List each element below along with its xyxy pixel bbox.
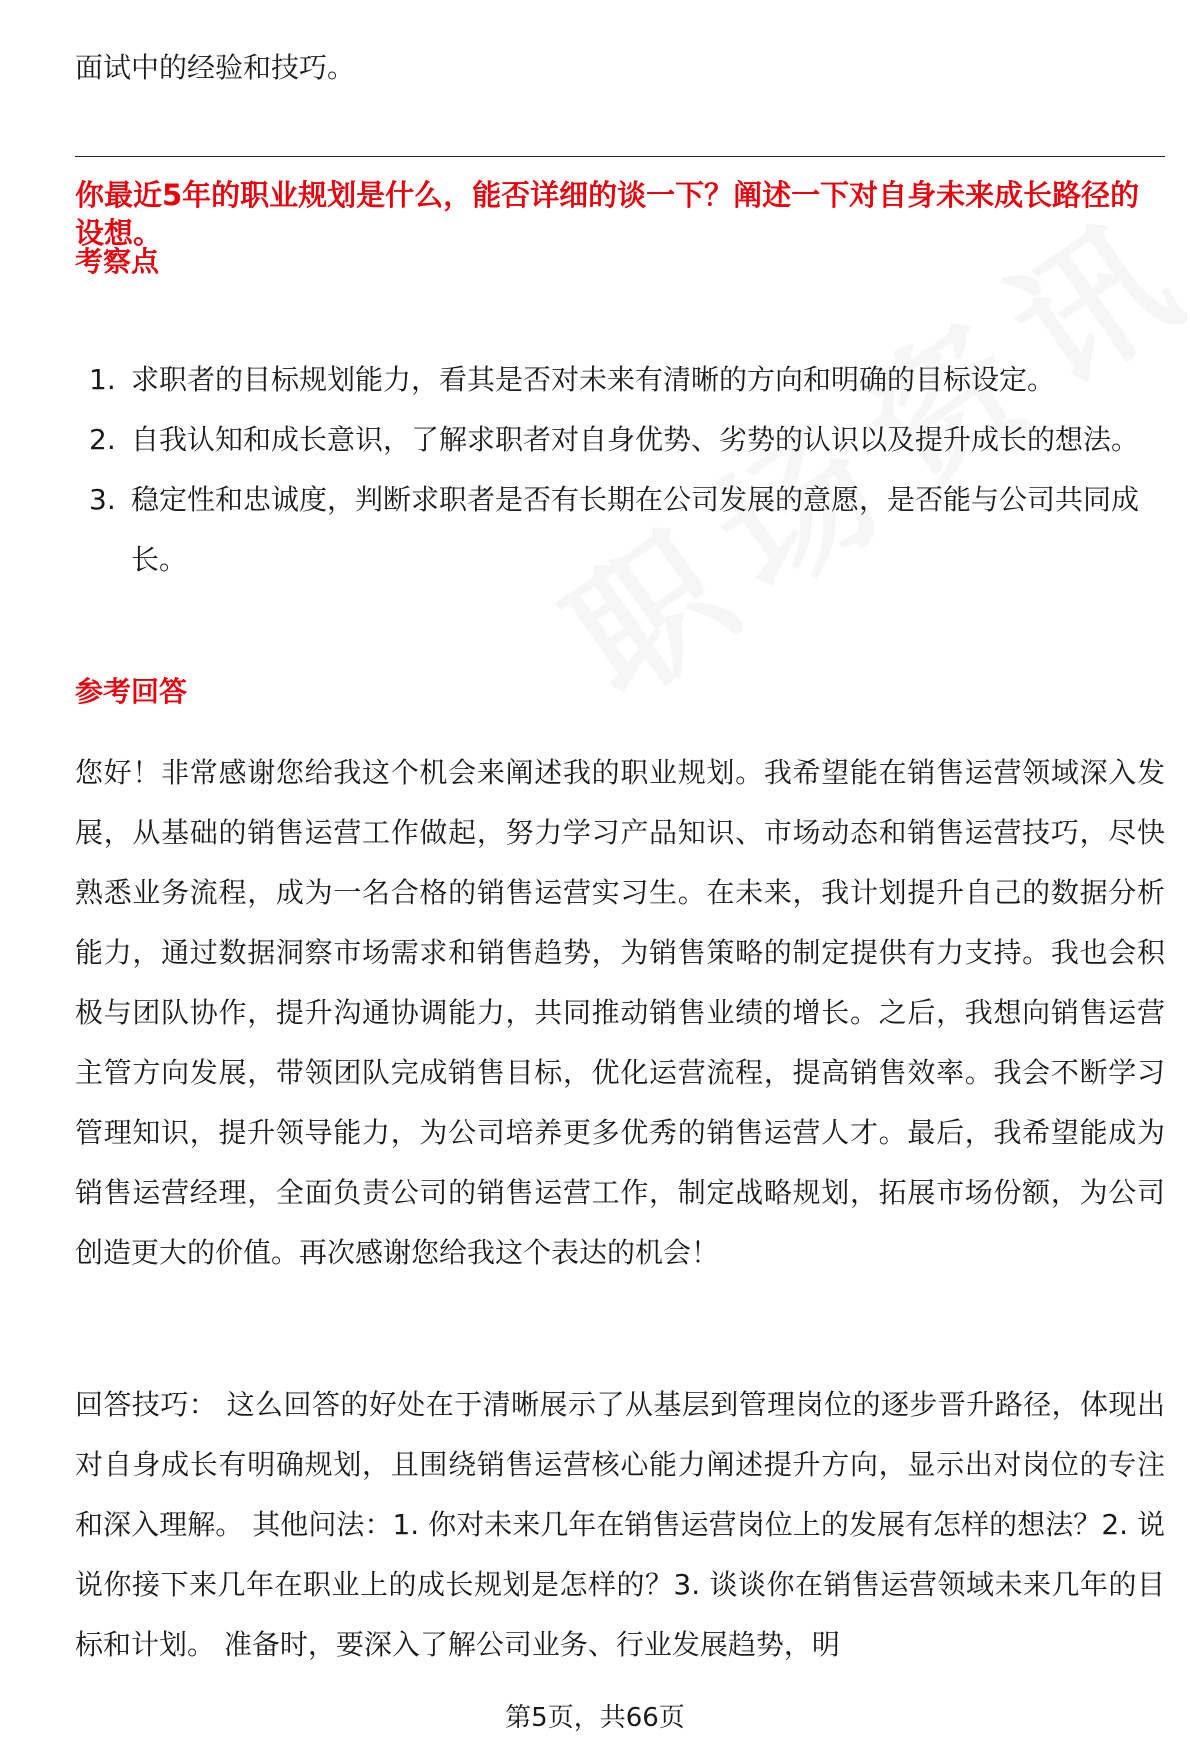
question-heading: 你最近5年的职业规划是什么，能否详细的谈一下？阐述一下对自身未来成长路径的设想。 [75,178,1140,250]
list-item-text: 自我认知和成长意识，了解求职者对自身优势、劣势的认识以及提升成长的想法。 [131,423,1140,456]
answer-paragraph: 您好！非常感谢您给我这个机会来阐述我的职业规划。我希望能在销售运营领域深入发展，从基础的销售运营工作做起，努力学习产品知识、市场动态和销售运营技巧，尽快熟悉业务流程，成为一名合格的销售运营实习生。在未来，我计划提升自己的数据分析能力，通过数据洞察市场需求和销售趋势，为销售策略的制定提供有力支持。我也会积极与团队协作，提升沟通协调能力，共同推动销售业绩的增长。之后，我想向销售运营主管方向发展，带领团队完成销售目标，优化运营流程，提高销售效率。我会不断学习管理知识，提升领导能力，为公司培养更多优秀的销售运营人才。最后，我希望能成为销售运营经理，全面负责公司的销售运营工作，制定战略规划，拓展市场份额，为公司创造更大的价值。再次感谢您给我这个表达的机会！ [75,756,1165,1269]
list-item [75,410,1165,470]
tips-paragraph: 回答技巧： 这么回答的好处在于清晰展示了从基层到管理岗位的逐步晋升路径，体现出对自身成长有明确规划，且围绕销售运营核心能力阐述提升方向，显示出对岗位的专注和深入理解。 其他问法：1. 你对未来几年在销售运营岗位上的发展有怎样的想法？2. 说说你接下来几年在职业上的成长规划是怎样的？3. 谈谈你在销售运营领域未来几年的目标和计划。 准备时，要深入了解公司业务、行业发展趋势，明 [75,1388,1165,1661]
points-list [75,350,1165,590]
divider-line [75,156,1165,157]
points-section-title: 考察点 [75,245,160,278]
list-item-text: 求职者的目标规划能力，看其是否对未来有清晰的方向和明确的目标设定。 [131,363,1056,396]
page-number: 第5页，共66页 [505,1703,685,1733]
list-number: 3. [89,483,116,516]
previous-text-fragment: 面试中的经验和技巧。 [75,51,356,84]
list-number: 2. [89,423,116,456]
answer-section-title: 参考回答 [75,675,188,708]
list-item [75,350,1165,410]
list-number: 1. [89,363,116,396]
list-item [75,470,1165,590]
document-page [75,0,1165,1755]
list-item-text: 稳定性和忠诚度，判断求职者是否有长期在公司发展的意愿，是否能与公司共同成长。 [131,483,1140,576]
